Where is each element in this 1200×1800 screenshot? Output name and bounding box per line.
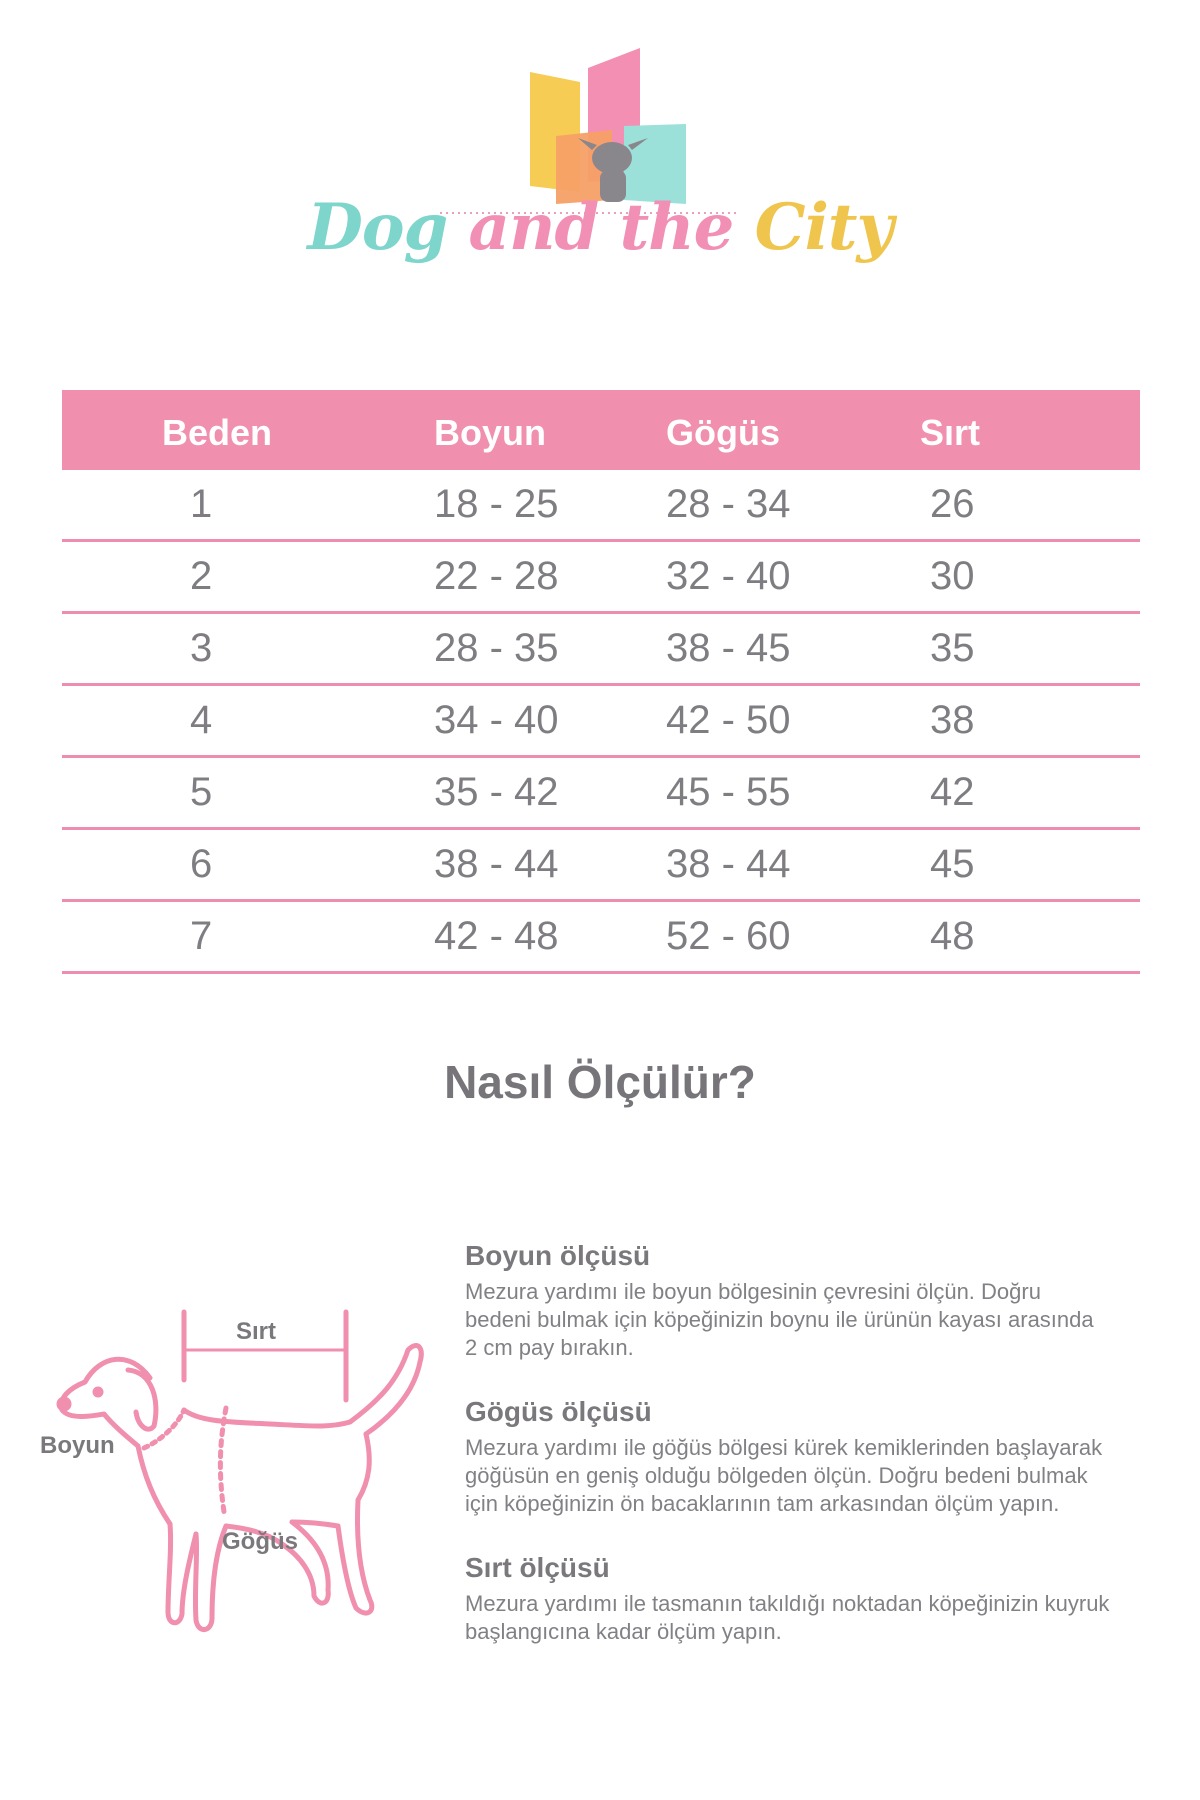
neck-measure-heading: Boyun ölçüsü: [465, 1240, 651, 1271]
chest-measure-text-line: Mezura yardımı ile göğüs bölgesi kürek kemiklerinden başlayarak: [465, 1435, 1103, 1460]
cell-chest: 42 - 50: [666, 698, 791, 742]
how-to-measure-title: Nasıl Ölçülür?: [444, 1056, 756, 1108]
cell-chest: 52 - 60: [666, 914, 791, 958]
table-row: [62, 758, 1140, 830]
cell-neck: 34 - 40: [434, 698, 559, 742]
cell-back: 30: [930, 554, 975, 598]
header-back: Sırt: [920, 412, 981, 453]
table-row: [62, 614, 1140, 686]
brand-word-and-the: and the: [468, 190, 734, 265]
chest-measure-heading: Gögüs ölçüsü: [465, 1396, 652, 1427]
header-chest: Gögüs: [666, 412, 780, 453]
brand-word-dog: Dog: [307, 190, 448, 265]
table-header: [62, 390, 1140, 470]
cell-chest: 45 - 55: [666, 770, 791, 814]
cell-chest: 32 - 40: [666, 554, 791, 598]
cell-chest: 38 - 45: [666, 626, 791, 670]
cell-neck: 38 - 44: [434, 842, 559, 886]
diagram-label-chest: Göğüs: [222, 1528, 298, 1555]
neck-measure-text-line: 2 cm pay bırakın.: [465, 1335, 634, 1360]
back-measure-heading: Sırt ölçüsü: [465, 1552, 610, 1583]
dog-measurement-diagram: [30, 1300, 430, 1660]
cell-size: 1: [190, 482, 213, 526]
header-neck: Boyun: [434, 412, 546, 453]
brand-wordmark: [0, 190, 1200, 265]
table-row: [62, 542, 1140, 614]
chest-measure-section: [465, 1396, 1175, 1518]
table-row: [62, 830, 1140, 902]
header-size: Beden: [162, 412, 273, 453]
cell-back: 38: [930, 698, 975, 742]
cell-back: 35: [930, 626, 975, 670]
table-row: [62, 902, 1140, 974]
cell-chest: 28 - 34: [666, 482, 791, 526]
neck-measure-text-line: bedeni bulmak için köpeğinizin boynu ile ürünün kayası arasında: [465, 1307, 1094, 1332]
cell-back: 42: [930, 770, 975, 814]
cell-size: 7: [190, 914, 213, 958]
table-row: [62, 686, 1140, 758]
brand-word-city: City: [754, 190, 893, 265]
chest-measure-text-line: için köpeğinizin ön bacaklarının tam arkasından ölçüm yapın.: [465, 1491, 1060, 1516]
cell-size: 6: [190, 842, 213, 886]
neck-measure-text-line: Mezura yardımı ile boyun bölgesinin çevresini ölçün. Doğru: [465, 1279, 1041, 1304]
brand-logo-art: [0, 0, 1200, 215]
cell-back: 45: [930, 842, 975, 886]
cell-size: 2: [190, 554, 213, 598]
cell-size: 3: [190, 626, 213, 670]
cell-neck: 18 - 25: [434, 482, 559, 526]
back-measure-section: [465, 1552, 1175, 1646]
neck-measure-section: [465, 1240, 1175, 1362]
diagram-label-back: Sırt: [236, 1318, 277, 1345]
cell-neck: 35 - 42: [434, 770, 559, 814]
size-table: [62, 390, 1140, 974]
cell-chest: 38 - 44: [666, 842, 791, 886]
cell-size: 5: [190, 770, 213, 814]
back-measure-text-line: başlangıcına kadar ölçüm yapın.: [465, 1619, 782, 1644]
cell-neck: 28 - 35: [434, 626, 559, 670]
diagram-label-neck: Boyun: [40, 1432, 115, 1459]
table-row: [62, 470, 1140, 542]
back-measure-text-line: Mezura yardımı ile tasmanın takıldığı noktadan köpeğinizin kuyruk: [465, 1591, 1110, 1616]
cell-back: 48: [930, 914, 975, 958]
cell-neck: 42 - 48: [434, 914, 559, 958]
cell-back: 26: [930, 482, 975, 526]
chest-measure-text-line: göğüsün en geniş olduğu bölgeden ölçün. Doğru bedeni bulmak: [465, 1463, 1088, 1488]
cell-neck: 22 - 28: [434, 554, 559, 598]
cell-size: 4: [190, 698, 213, 742]
